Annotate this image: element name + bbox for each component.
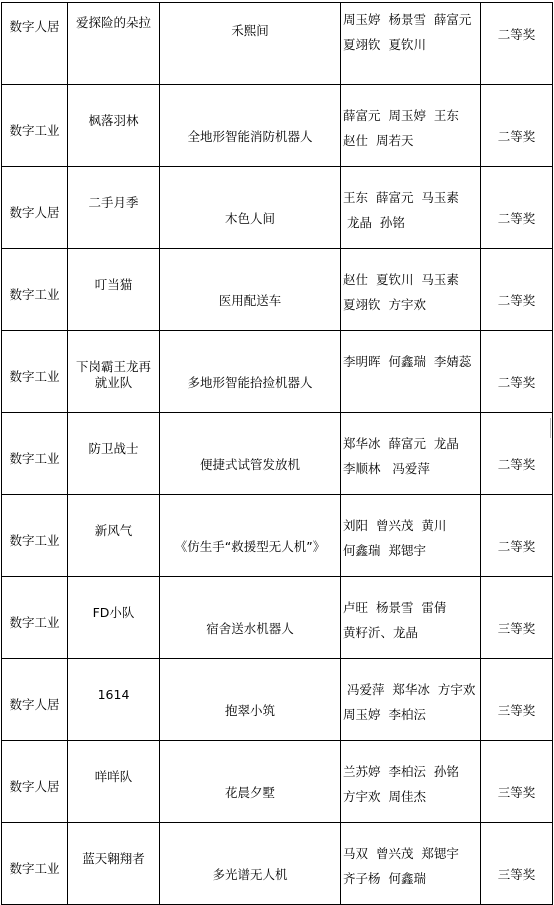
award-text: 三等奖 bbox=[497, 867, 536, 882]
project-name-text: 全地形智能消防机器人 bbox=[187, 129, 313, 144]
members-text: 刘阳 曾兴茂 黄川 何鑫瑞 郑锶宇 bbox=[343, 518, 447, 558]
members-text: 冯爱萍 郑华冰 方宇欢 周玉婷 李柏沄 bbox=[343, 682, 476, 722]
project-name-cell bbox=[160, 823, 341, 905]
award-table bbox=[1, 2, 553, 905]
team-name-cell bbox=[68, 823, 160, 905]
team-name-cell bbox=[68, 331, 160, 413]
award-text: 二等奖 bbox=[497, 375, 536, 390]
members-cell bbox=[341, 659, 481, 741]
team-name-cell bbox=[68, 577, 160, 659]
category-cell bbox=[2, 413, 68, 495]
project-name-text: 多光谱无人机 bbox=[212, 867, 288, 882]
category-text: 数字人居 bbox=[9, 19, 60, 34]
award-cell bbox=[481, 577, 553, 659]
table-row bbox=[2, 741, 553, 823]
members-text: 郑华冰 薛富元 龙晶 李顺林 冯爱萍 bbox=[343, 436, 459, 476]
table-row bbox=[2, 85, 553, 167]
members-text: 卢旺 杨景雪 雷倩 黄籽沂、龙晶 bbox=[343, 600, 447, 640]
award-cell bbox=[481, 331, 553, 413]
members-cell bbox=[341, 823, 481, 905]
category-text: 数字工业 bbox=[9, 287, 60, 302]
project-name-cell bbox=[160, 3, 341, 85]
category-cell bbox=[2, 85, 68, 167]
members-text: 周玉婷 杨景雪 薛富元 夏翊钦 夏钦川 bbox=[343, 12, 472, 52]
members-cell bbox=[341, 331, 481, 413]
award-cell bbox=[481, 3, 553, 85]
team-name-text: 1614 bbox=[97, 687, 130, 702]
category-cell bbox=[2, 659, 68, 741]
team-name-cell bbox=[68, 85, 160, 167]
award-cell bbox=[481, 823, 553, 905]
members-cell bbox=[341, 741, 481, 823]
members-cell bbox=[341, 85, 481, 167]
project-name-cell bbox=[160, 577, 341, 659]
category-cell bbox=[2, 331, 68, 413]
team-name-text: FD小队 bbox=[92, 605, 135, 620]
project-name-text: 花晨夕墅 bbox=[224, 785, 275, 800]
members-cell bbox=[341, 413, 481, 495]
project-name-text: 宿舍送水机器人 bbox=[206, 621, 294, 636]
team-name-cell bbox=[68, 741, 160, 823]
award-text: 二等奖 bbox=[497, 539, 536, 554]
category-cell bbox=[2, 741, 68, 823]
team-name-cell bbox=[68, 659, 160, 741]
award-cell bbox=[481, 413, 553, 495]
project-name-cell bbox=[160, 249, 341, 331]
award-cell bbox=[481, 167, 553, 249]
category-text: 数字人居 bbox=[9, 205, 60, 220]
award-text: 二等奖 bbox=[497, 211, 536, 226]
team-name-text: 枫落羽林 bbox=[88, 113, 139, 128]
project-name-cell bbox=[160, 167, 341, 249]
project-name-text: 多地形智能拾捡机器人 bbox=[187, 375, 313, 390]
members-text: 王东 薛富元 马玉素 龙晶 孙铭 bbox=[343, 190, 459, 230]
project-name-cell bbox=[160, 659, 341, 741]
members-cell bbox=[341, 577, 481, 659]
team-name-cell bbox=[68, 413, 160, 495]
project-name-cell bbox=[160, 85, 341, 167]
team-name-text: 蓝天翱翔者 bbox=[82, 851, 145, 866]
award-text: 三等奖 bbox=[497, 621, 536, 636]
award-text: 三等奖 bbox=[497, 703, 536, 718]
members-text: 李明晖 何鑫瑞 李婧蕊 bbox=[343, 354, 472, 369]
award-text: 二等奖 bbox=[497, 457, 536, 472]
category-cell bbox=[2, 249, 68, 331]
table-row bbox=[2, 331, 553, 413]
category-text: 数字工业 bbox=[9, 533, 60, 548]
category-text: 数字工业 bbox=[9, 123, 60, 138]
award-cell bbox=[481, 495, 553, 577]
team-name-text: 咩咩队 bbox=[94, 769, 133, 784]
table-row bbox=[2, 413, 553, 495]
team-name-text: 叮当猫 bbox=[94, 277, 133, 292]
project-name-cell bbox=[160, 741, 341, 823]
category-text: 数字工业 bbox=[9, 615, 60, 630]
category-cell bbox=[2, 577, 68, 659]
team-name-text: 防卫战士 bbox=[88, 441, 139, 456]
category-cell bbox=[2, 3, 68, 85]
category-cell bbox=[2, 495, 68, 577]
category-text: 数字人居 bbox=[9, 697, 60, 712]
table-row bbox=[2, 167, 553, 249]
table-row bbox=[2, 3, 553, 85]
project-name-text: 医用配送车 bbox=[218, 293, 282, 308]
project-name-cell bbox=[160, 413, 341, 495]
project-name-text: 抱翠小筑 bbox=[224, 703, 275, 718]
team-name-text: 新风气 bbox=[94, 523, 133, 538]
members-text: 赵仕 夏钦川 马玉素 夏翊钦 方宇欢 bbox=[343, 272, 459, 312]
project-name-text: 便捷式试管发放机 bbox=[199, 457, 300, 472]
award-cell bbox=[481, 741, 553, 823]
members-text: 薛富元 周玉婷 王东 赵仕 周若天 bbox=[343, 108, 459, 148]
category-text: 数字人居 bbox=[9, 779, 60, 794]
table-row bbox=[2, 577, 553, 659]
team-name-cell bbox=[68, 249, 160, 331]
project-name-text: 禾熙间 bbox=[231, 23, 269, 38]
category-cell bbox=[2, 823, 68, 905]
project-name-cell bbox=[160, 331, 341, 413]
team-name-cell bbox=[68, 495, 160, 577]
table-row bbox=[2, 659, 553, 741]
members-cell bbox=[341, 3, 481, 85]
table-row bbox=[2, 249, 553, 331]
members-cell bbox=[341, 167, 481, 249]
project-name-text: 木色人间 bbox=[224, 211, 275, 226]
team-name-text: 二手月季 bbox=[88, 195, 139, 210]
award-text: 二等奖 bbox=[497, 293, 536, 308]
category-text: 数字工业 bbox=[9, 369, 60, 384]
award-text: 二等奖 bbox=[497, 129, 536, 144]
award-text: 三等奖 bbox=[497, 785, 536, 800]
project-name-text: 《仿生手“救援型无人机”》 bbox=[174, 539, 326, 554]
members-text: 马双 曾兴茂 郑锶宇 齐子杨 何鑫瑞 bbox=[343, 846, 459, 886]
scroll-edge-mark bbox=[550, 418, 554, 438]
award-text: 二等奖 bbox=[497, 27, 536, 42]
team-name-text: 下岗霸王龙再就业队 bbox=[75, 359, 151, 391]
category-cell bbox=[2, 167, 68, 249]
members-cell bbox=[341, 495, 481, 577]
category-text: 数字工业 bbox=[9, 451, 60, 466]
table-row bbox=[2, 823, 553, 905]
award-cell bbox=[481, 85, 553, 167]
team-name-cell bbox=[68, 167, 160, 249]
team-name-text: 爱探险的朵拉 bbox=[75, 15, 151, 30]
members-text: 兰苏婷 李柏沄 孙铭 方宇欢 周佳杰 bbox=[343, 764, 459, 804]
table-row bbox=[2, 495, 553, 577]
category-text: 数字工业 bbox=[9, 861, 60, 876]
award-cell bbox=[481, 659, 553, 741]
award-cell bbox=[481, 249, 553, 331]
team-name-cell bbox=[68, 3, 160, 85]
members-cell bbox=[341, 249, 481, 331]
project-name-cell bbox=[160, 495, 341, 577]
